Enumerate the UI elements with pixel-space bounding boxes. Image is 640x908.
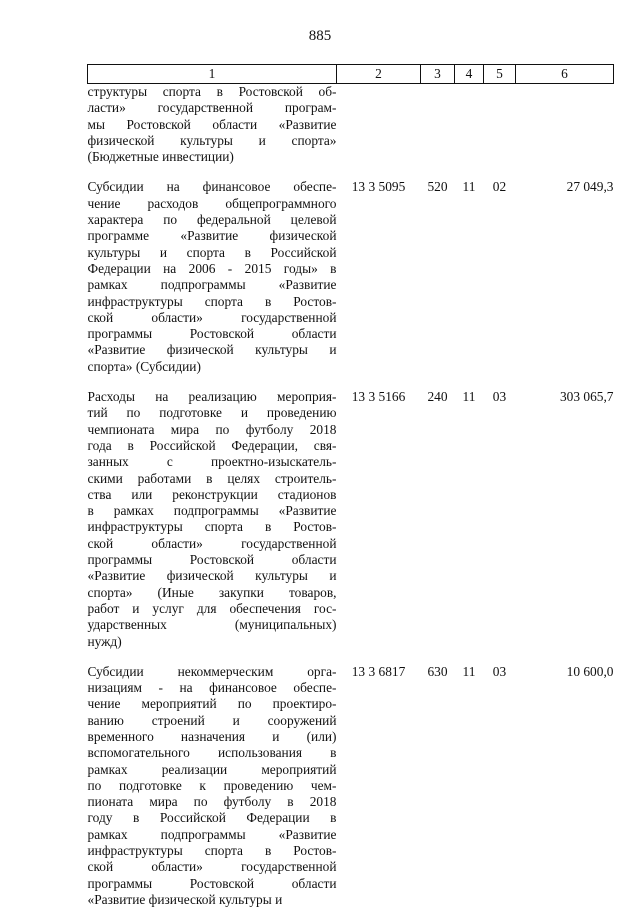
row-expense-type: 520 bbox=[421, 179, 455, 375]
row-expense-type bbox=[421, 84, 455, 166]
description-line: рамках реализации мероприятий bbox=[88, 762, 337, 778]
header-col-3: 3 bbox=[421, 65, 455, 84]
header-col-6: 6 bbox=[516, 65, 614, 84]
row-section: 11 bbox=[455, 664, 484, 908]
row-section: 11 bbox=[455, 179, 484, 375]
row-amount: 27 049,3 bbox=[516, 179, 614, 375]
description-line: тий по подготовке и проведению bbox=[88, 405, 337, 421]
row-description bbox=[88, 179, 337, 375]
row-subsection: 03 bbox=[484, 664, 516, 908]
description-line: «Развитие физической культуры и bbox=[88, 568, 337, 584]
description-line: (Бюджетные инвестиции) bbox=[88, 149, 337, 165]
description-line: ской области» государственной bbox=[88, 859, 337, 875]
description-line: Расходы на реализацию мероприя- bbox=[88, 389, 337, 405]
table-row bbox=[88, 389, 614, 650]
description-line: инфраструктуры спорта в Ростов- bbox=[88, 519, 337, 535]
row-target-article bbox=[337, 84, 421, 166]
table-row bbox=[88, 179, 614, 375]
description-line: чение расходов общепрограммного bbox=[88, 196, 337, 212]
row-spacer bbox=[88, 165, 614, 179]
description-line: Субсидии некоммерческим орга- bbox=[88, 664, 337, 680]
row-target-article: 13 3 5095 bbox=[337, 179, 421, 375]
header-col-2: 2 bbox=[337, 65, 421, 84]
description-line: ской области» государственной bbox=[88, 536, 337, 552]
description-line: ства или реконструкции стадионов bbox=[88, 487, 337, 503]
description-line: рамках подпрограммы «Развитие bbox=[88, 277, 337, 293]
description-line: программы Ростовской области bbox=[88, 876, 337, 892]
description-line: физической культуры и спорта» bbox=[88, 133, 337, 149]
row-subsection: 03 bbox=[484, 389, 516, 650]
description-line: скими работами в целях строитель- bbox=[88, 471, 337, 487]
row-spacer-cell bbox=[88, 650, 614, 664]
row-subsection bbox=[484, 84, 516, 166]
row-amount: 10 600,0 bbox=[516, 664, 614, 908]
description-line: чение мероприятий по проектиро- bbox=[88, 696, 337, 712]
description-line: рамках подпрограммы «Развитие bbox=[88, 827, 337, 843]
description-line: ской области» государственной bbox=[88, 310, 337, 326]
row-amount bbox=[516, 84, 614, 166]
description-line: году в Российской Федерации в bbox=[88, 810, 337, 826]
row-amount: 303 065,7 bbox=[516, 389, 614, 650]
page-number: 885 bbox=[0, 28, 640, 45]
header-col-4: 4 bbox=[455, 65, 484, 84]
table-row bbox=[88, 84, 614, 166]
table-body bbox=[88, 84, 614, 908]
description-line: временного назначения и (или) bbox=[88, 729, 337, 745]
budget-table bbox=[87, 64, 614, 908]
header-row bbox=[88, 65, 614, 84]
row-expense-type: 240 bbox=[421, 389, 455, 650]
row-target-article: 13 3 5166 bbox=[337, 389, 421, 650]
row-spacer bbox=[88, 650, 614, 664]
description-line: инфраструктуры спорта в Ростов- bbox=[88, 843, 337, 859]
description-line: по подготовке к проведению чем- bbox=[88, 778, 337, 794]
row-section: 11 bbox=[455, 389, 484, 650]
description-line: инфраструктуры спорта в Ростов- bbox=[88, 294, 337, 310]
description-line: пионата мира по футболу в 2018 bbox=[88, 794, 337, 810]
row-subsection: 02 bbox=[484, 179, 516, 375]
description-line: чемпионата мира по футболу 2018 bbox=[88, 422, 337, 438]
description-line: «Развитие физической культуры и bbox=[88, 342, 337, 358]
description-line: спорта» (Субсидии) bbox=[88, 359, 337, 375]
row-description bbox=[88, 664, 337, 908]
row-section bbox=[455, 84, 484, 166]
description-line: занных с проектно-изыскатель- bbox=[88, 454, 337, 470]
description-line: ударственных (муниципальных) bbox=[88, 617, 337, 633]
description-line: вспомогательного использования в bbox=[88, 745, 337, 761]
description-line: года в Российской Федерации, свя- bbox=[88, 438, 337, 454]
description-line: спорта» (Иные закупки товаров, bbox=[88, 585, 337, 601]
description-line: программы Ростовской области bbox=[88, 326, 337, 342]
row-expense-type: 630 bbox=[421, 664, 455, 908]
description-line: в рамках подпрограммы «Развитие bbox=[88, 503, 337, 519]
description-line: низациям - на финансовое обеспе- bbox=[88, 680, 337, 696]
row-spacer-cell bbox=[88, 375, 614, 389]
description-line: Федерации на 2006 - 2015 годы» в bbox=[88, 261, 337, 277]
header-col-5: 5 bbox=[484, 65, 516, 84]
table-header bbox=[88, 65, 614, 84]
row-description bbox=[88, 389, 337, 650]
description-line: программе «Развитие физической bbox=[88, 228, 337, 244]
description-line: мы Ростовской области «Развитие bbox=[88, 117, 337, 133]
description-line: характера по федеральной целевой bbox=[88, 212, 337, 228]
description-line: нужд) bbox=[88, 634, 337, 650]
description-line: Субсидии на финансовое обеспе- bbox=[88, 179, 337, 195]
description-line: культуры и спорта в Российской bbox=[88, 245, 337, 261]
description-line: структуры спорта в Ростовской об- bbox=[88, 84, 337, 100]
row-spacer-cell bbox=[88, 165, 614, 179]
description-line: «Развитие физической культуры и bbox=[88, 892, 337, 908]
header-col-1: 1 bbox=[88, 65, 337, 84]
row-spacer bbox=[88, 375, 614, 389]
description-line: ванию строений и сооружений bbox=[88, 713, 337, 729]
description-line: работ и услуг для обеспечения гос- bbox=[88, 601, 337, 617]
row-target-article: 13 3 6817 bbox=[337, 664, 421, 908]
table-row bbox=[88, 664, 614, 908]
row-description bbox=[88, 84, 337, 166]
description-line: программы Ростовской области bbox=[88, 552, 337, 568]
description-line: ласти» государственной програм- bbox=[88, 100, 337, 116]
